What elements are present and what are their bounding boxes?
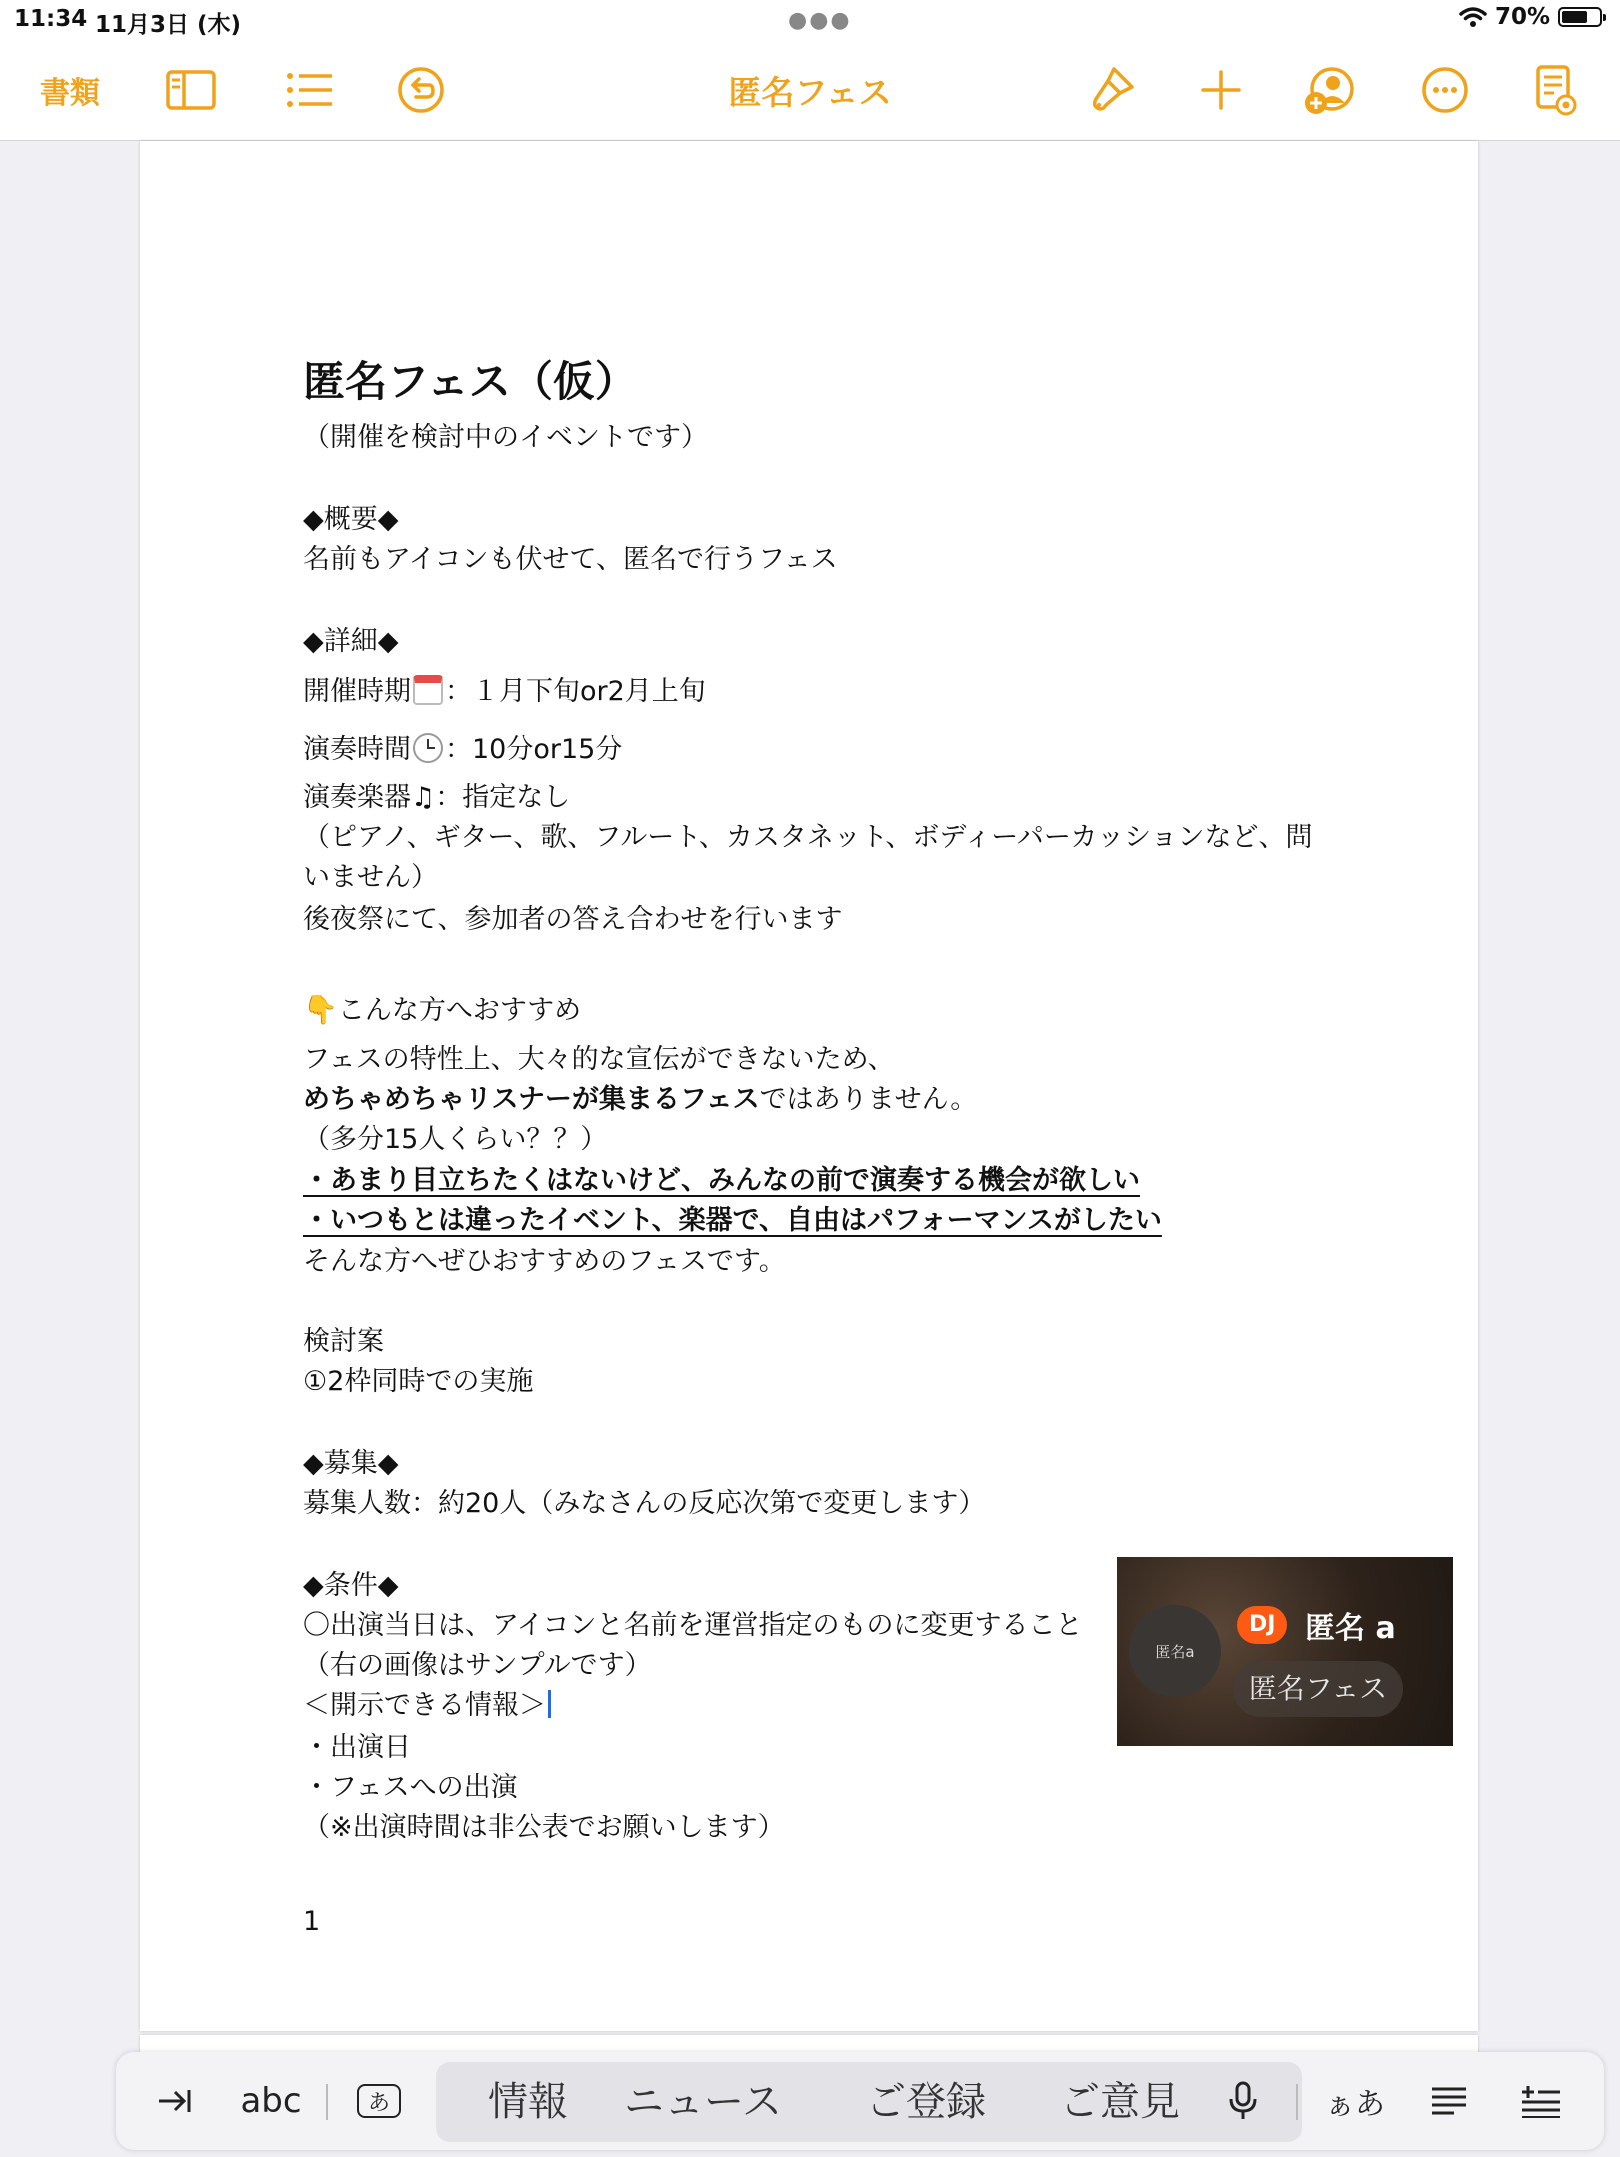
dj-badge: DJ [1237, 1606, 1287, 1644]
time-line[interactable] [303, 730, 622, 770]
recommend-2[interactable] [303, 1080, 977, 1120]
microphone-icon[interactable] [1220, 2052, 1266, 2150]
battery-percent: 70% [1494, 4, 1550, 30]
condition-4[interactable]: ・出演日 [303, 1732, 411, 1763]
sample-fes-label: 匿名フェス [1233, 1661, 1403, 1717]
period-label: 開催時期 [303, 676, 411, 707]
calendar-icon [413, 675, 443, 705]
recommend-2-rest: ではありません。 [759, 1084, 978, 1115]
recommend-4[interactable]: ・あまり目立ちたくはないけど、みんなの前で演奏する機会が欲しい [303, 1165, 1140, 1196]
separator [326, 2084, 328, 2120]
battery-icon [1558, 7, 1602, 27]
instrument-note-2[interactable]: いません） [303, 862, 438, 893]
suggestion-1[interactable]: 情報 [488, 2079, 568, 2125]
case-toggle-button[interactable]: ぁあ [1325, 2087, 1385, 2122]
status-time: 11:34 [14, 6, 88, 32]
suggestion-2[interactable]: ニュース [624, 2079, 782, 2125]
collaborate-icon[interactable] [1302, 62, 1356, 118]
recommend-1[interactable]: フェスの特性上、大々的な宣伝ができないため、 [303, 1044, 895, 1075]
status-right [1459, 4, 1602, 30]
toolbar [0, 40, 1620, 141]
details-heading[interactable]: ◆詳細◆ [303, 626, 399, 657]
doc-subtitle[interactable]: （開催を検討中のイベントです） [303, 422, 708, 453]
suggestion-bar [436, 2062, 1302, 2142]
kana-mode-button[interactable] [354, 2052, 404, 2150]
page-number: 1 [303, 1906, 321, 1937]
period-value: ：１月下旬or2月上旬 [445, 676, 706, 707]
insert-comment-icon[interactable] [1516, 2052, 1566, 2150]
condition-3: ＜開示できる情報＞ [303, 1690, 546, 1721]
condition-3-line[interactable] [303, 1686, 551, 1726]
sample-name: 匿名 a [1305, 1611, 1396, 1646]
recommend-6[interactable]: そんな方へぜひおすすめのフェスです。 [303, 1246, 786, 1277]
abc-button[interactable]: abc [240, 2081, 302, 2121]
wifi-icon [1459, 6, 1487, 28]
sample-avatar: 匿名a [1129, 1605, 1221, 1697]
format-brush-icon[interactable] [1084, 62, 1138, 118]
afterparty-text[interactable]: 後夜祭にて、参加者の答え合わせを行います [303, 904, 843, 935]
reading-view-icon[interactable] [1528, 62, 1582, 118]
text-cursor [548, 1690, 551, 1718]
condition-2[interactable]: （右の画像はサンプルです） [303, 1650, 652, 1681]
overview-heading[interactable]: ◆概要◆ [303, 504, 399, 535]
instrument-line[interactable]: 演奏楽器♫：指定なし [303, 782, 571, 813]
recommend-3[interactable]: （多分15人くらい？？） [303, 1124, 608, 1155]
recruit-text[interactable]: 募集人数：約20人（みなさんの反応次第で変更します） [303, 1488, 986, 1519]
doc-title[interactable]: 匿名フェス（仮） [303, 357, 637, 406]
document-title[interactable]: 匿名フェス [728, 72, 892, 112]
period-line[interactable] [303, 672, 706, 712]
condition-5[interactable]: ・フェスへの出演 [303, 1772, 518, 1803]
recommend-5[interactable]: ・いつもとは違ったイベント、楽器で、自由はパフォーマンスがしたい [303, 1205, 1162, 1236]
recruit-heading[interactable]: ◆募集◆ [303, 1448, 399, 1479]
keyboard-shortcut-bar [116, 2052, 1604, 2150]
status-bar [0, 0, 1620, 40]
condition-1[interactable]: 〇出演当日は、アイコンと名前を運営指定のものに変更すること [303, 1610, 1083, 1641]
suggestion-3[interactable]: ご登録 [866, 2079, 986, 2125]
clock-icon [413, 733, 443, 763]
time-value: ：10分or15分 [445, 734, 623, 765]
recommend-2-bold: めちゃめちゃリスナーが集まるフェス [303, 1084, 760, 1115]
list-icon[interactable] [282, 62, 336, 118]
status-date: 11月3日 (木) [95, 12, 242, 38]
pointing-down-icon: 👇 [303, 993, 338, 1026]
recommend-heading: こんな方へおすすめ [337, 995, 582, 1026]
sidebar-toggle-icon[interactable] [164, 62, 218, 118]
time-label: 演奏時間 [303, 734, 411, 765]
add-icon[interactable] [1194, 62, 1248, 118]
tab-key-icon[interactable] [152, 2052, 198, 2150]
more-icon[interactable] [1418, 62, 1472, 118]
sample-profile-image[interactable] [1117, 1557, 1453, 1746]
suggestion-4[interactable]: ご意見 [1060, 2079, 1180, 2125]
recommend-heading-line[interactable] [303, 990, 581, 1031]
condition-6[interactable]: （※出演時間は非公表でお願いします） [303, 1812, 785, 1843]
plan-heading[interactable]: 検討案 [303, 1326, 384, 1357]
conditions-heading[interactable]: ◆条件◆ [303, 1570, 399, 1601]
documents-button[interactable]: 書類 [40, 76, 100, 111]
instrument-note-1[interactable]: （ピアノ、ギター、歌、フルート、カスタネット、ボディーパーカッションなど、問 [303, 822, 1313, 853]
undo-icon[interactable] [394, 62, 448, 118]
kana-label: あ [357, 2084, 401, 2118]
separator [1296, 2084, 1298, 2120]
overview-text[interactable]: 名前もアイコンも伏せて、匿名で行うフェス [303, 544, 838, 575]
multitasking-dots-icon[interactable]: ●●● [788, 8, 852, 33]
text-align-icon[interactable] [1426, 2052, 1472, 2150]
plan-1[interactable]: ①2枠同時での実施 [303, 1366, 534, 1397]
